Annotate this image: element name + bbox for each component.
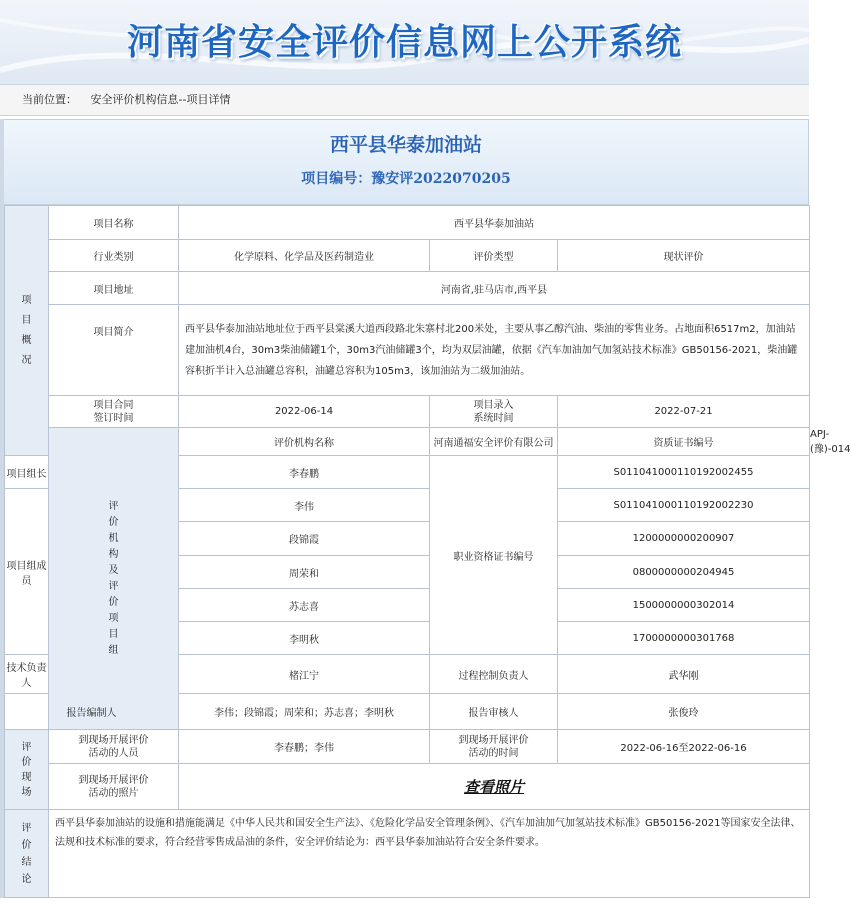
project-header	[4, 119, 809, 205]
team-member-name: 周荣和	[179, 556, 430, 589]
value-agency-name: 河南通福安全评价有限公司	[430, 428, 558, 456]
label-entry-date: 项目录入 系统时间	[430, 396, 558, 428]
value-intro: 西平县华泰加油站地址位于西平县棠溪大道西段路北朱寨村北200米处，主要从事乙醇汽油、柴油的零售业务。占地面积6517m2，加油站建加油机4台，30m3柴油储罐1个，30m3汽油储罐3个，均为双层油罐，依据《汽车加油加气加氢站技术标准》GB50156-2021，柴油罐容积折半计入总油罐总容积，油罐总容积为105m3，该加油站为二级加油站。	[179, 305, 810, 396]
section-site-visit: 评 价 现 场	[5, 730, 49, 810]
value-visit-time: 2022-06-16至2022-06-16	[558, 730, 810, 764]
detail-table: 项 目 概 况 项目名称 西平县华泰加油站 行业类别 化学原料、化学品及医药制造业 评价类型 现状评价 项目地址 河南省,驻马店市,西平县 项目简介 西平县华泰加油站地址位于西平县棠溪大道西段路北朱寨村北200米处，主要从事乙醇汽油、柴油的零售业务。占地面积6517m2，加油站建加油机4台，30m3柴油储罐1个，30m3汽油储罐3个，均为双层油罐，依据《汽车加油加气加氢站技术标准》GB50156-2021，柴油罐容积折半计入总油罐总容积，油罐总容积为105m3，该加油站为二级加油站。 项目合同 签订时间 2022-06-14 项目录入 系统时间 2022-07-21 评 价 机 构 及 评 价 项 目 组 评价机构名称 河南通福安全评价有限公司 资质证书编号 APJ-(豫)-014 项目组长 李春鹏 职业资格证书编号 S011041000110192002455 项目组成员 李伟 S011041000110192002230 段锦霞 1200000000200907 周荣和 0800000000204945 苏志喜 1500000000302014 李明秋 1700000000301768 技术负责人 楮江宁 过程控制负责人 武华刚 报告编制人 李伟；段锦霞；周荣和；苏志喜；李明秋 报告审核人 张俊玲 评 价 现 场 到现场开展评价 活动的人员 李春鹏；李伟 到现场开展评价 活动的时间 2022-06-16至2022-06-16 到现场开展评价 活动的照片 查看照片 评 价 结 论 西平县华泰加油站的设施和措施能满足《中华人民共和国安全生产法》、《危险化学品安全管理条例》、《汽车加油加气加氢站技术标准》GB50156-2021等国家安全法律、法规和技术标准的要求，符合经营零售成品油的条件，安全评价结论为：西平县华泰加油站符合安全条件要求。	[4, 205, 810, 898]
label-intro: 项目简介	[49, 305, 179, 396]
label-visit-people: 到现场开展评价 活动的人员	[49, 730, 179, 764]
team-member-name: 苏志喜	[179, 589, 430, 622]
value-entry-date: 2022-07-21	[558, 396, 810, 428]
value-report-reviewer: 张俊玲	[558, 694, 810, 730]
section-agency: 评 价 机 构 及 评 价 项 目 组	[49, 428, 179, 730]
value-visit-people: 李春鹏；李伟	[179, 730, 430, 764]
breadcrumb-path: 安全评价机构信息--项目详情	[90, 93, 231, 106]
label-leader: 项目组长	[5, 456, 49, 489]
value-process-lead: 武华刚	[558, 655, 810, 694]
value-contract-date: 2022-06-14	[179, 396, 430, 428]
label-process-lead: 过程控制负责人	[430, 655, 558, 694]
label-members: 项目组成员	[5, 489, 49, 655]
label-report-reviewer: 报告审核人	[430, 694, 558, 730]
section-conclusion: 评 价 结 论	[5, 810, 49, 898]
value-project-name: 西平县华泰加油站	[179, 206, 810, 240]
value-tech-lead: 楮江宁	[179, 655, 430, 694]
site-banner	[0, 0, 809, 84]
project-title: 西平县华泰加油站	[329, 134, 482, 156]
breadcrumb-label: 当前位置：	[22, 93, 77, 106]
value-industry: 化学原料、化学品及医药制造业	[179, 240, 430, 272]
view-photos-cell	[179, 764, 810, 810]
label-contract-date: 项目合同 签订时间	[49, 396, 179, 428]
site-title: 河南省安全评价信息网上公开系统	[126, 22, 682, 63]
label-report-editor: 报告编制人	[5, 694, 179, 730]
value-conclusion: 西平县华泰加油站的设施和措施能满足《中华人民共和国安全生产法》、《危险化学品安全管理条例》、《汽车加油加气加氢站技术标准》GB50156-2021等国家安全法律、法规和技术标准的要求，符合经营零售成品油的条件，安全评价结论为：西平县华泰加油站符合安全条件要求。	[49, 810, 810, 898]
label-qual-cert: 职业资格证书编号	[430, 456, 558, 655]
value-address: 河南省,驻马店市,西平县	[179, 272, 810, 305]
project-code: 项目编号：豫安评2022070205	[301, 171, 511, 187]
team-member-name: 段锦霞	[179, 522, 430, 556]
label-eval-type: 评价类型	[430, 240, 558, 272]
team-member-name: 李春鹏	[179, 456, 430, 489]
value-report-editor: 李伟；段锦霞；周荣和；苏志喜；李明秋	[179, 694, 430, 730]
label-tech-lead: 技术负责人	[5, 655, 49, 694]
label-project-name: 项目名称	[49, 206, 179, 240]
team-member-cert: 1200000000200907	[558, 522, 810, 556]
label-industry: 行业类别	[49, 240, 179, 272]
team-member-cert: 0800000000204945	[558, 556, 810, 589]
breadcrumb	[0, 84, 809, 116]
team-member-name: 李伟	[179, 489, 430, 522]
label-cert-no: 资质证书编号	[558, 428, 810, 456]
label-address: 项目地址	[49, 272, 179, 305]
value-eval-type: 现状评价	[558, 240, 810, 272]
label-visit-photos: 到现场开展评价 活动的照片	[49, 764, 179, 810]
view-photos-link[interactable]: 查看照片	[463, 778, 524, 796]
team-member-cert: S011041000110192002455	[558, 456, 810, 489]
team-member-cert: 1700000000301768	[558, 622, 810, 655]
team-member-cert: 1500000000302014	[558, 589, 810, 622]
team-member-name: 李明秋	[179, 622, 430, 655]
label-visit-time: 到现场开展评价 活动的时间	[430, 730, 558, 764]
team-member-cert: S011041000110192002230	[558, 489, 810, 522]
project-detail	[0, 119, 851, 898]
label-agency-name: 评价机构名称	[179, 428, 430, 456]
section-overview: 项 目 概 况	[5, 206, 49, 456]
